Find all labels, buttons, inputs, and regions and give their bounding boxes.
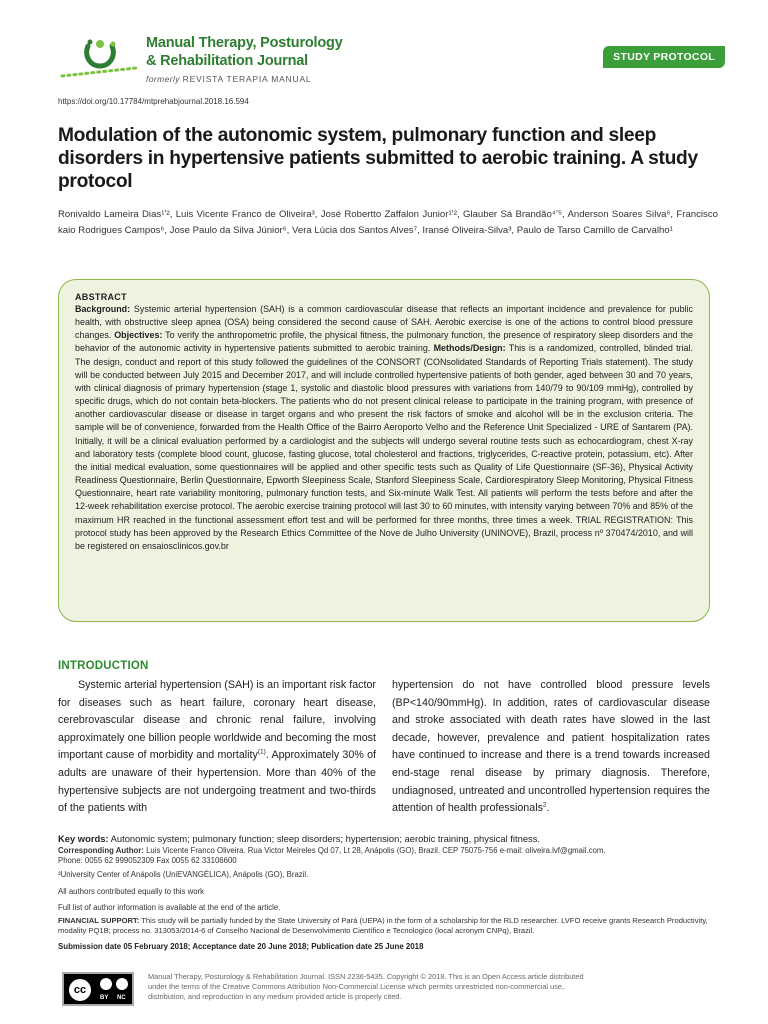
keywords — [58, 833, 718, 844]
abstract-methods: This is a randomized, controlled, blinded trial. The design, conduct and report of this study followed the guidelines of the CONSORT (CONsolidated Standards of Reporting Trials statement). The study will be conducted between July 2015 and December 2017, and will include controlled hypertensive patients of both gender, aged between 30 and 70 years, with clinical diagnosis of primary hypertension (stage 1, systolic and diastolic blood pressures with variations from 140/79 to 90/109 mmHg), controlled by specific drugs, which do not contain beta-blockers. The patients who do not present clinical release to participate in the training program, with presence of another cardiovascular disease or disease in target organs and who present the risk factors of smoke and alcohol will be in the exclusion criteria. The sample will be of convenience, forwarded from the Health Office of the Bairro Aeroporto Velho and the Reference Unit Specialized - URE of Santarem (PA). Initially, it will be a clinical evaluation performed by a cardiologist and the subjects will undergo several routine tests such as echocardiogram, chest X-ray and laboratory tests (complete blood count, glucose, fasting glucose, total cholesterol and fractions, triglycerides, C-reactive protein, potassium, etc). After the initial medical evaluation, some questionnaires will be applied and other specific tests such as Quality of Life Questionnaire (SF-36), Physical Activity Readiness Questionnaire, Berlin Questionnaire, Epworth Sleepiness Scale, Stanford Sleepiness Scale, Cardiorespiratory Sleep Monitoring, Physical Fitness Questionnaire, heart rate variability monitoring, pulmonary function tests, and Six-minute Walk Test. All patients will perform the tests before and after the 12-week rehabilitation exercise protocol. The aerobic exercise training protocol will last 30 to 60 minutes, with intensity varying between 70% and 85% of the maximum HR reached in the functional assessment effort test and will be performed for three months, three times a week. TRIAL REGISTRATION: This protocol study has been approved by the Research Ethics Committee of the Nove de Julho University (UNINOVE), Brazil, process nº 370474/2010, and will be registered on ensaiosclinicos.gov.br — [75, 343, 693, 551]
affiliation: ³University Center of Anápolis (UniEVANGÉLICA), Anápolis (GO), Brazil. — [58, 870, 309, 879]
abstract-background: Systemic arterial hypertension (SAH) is a common cardiovascular disease that reflects an important incidence and prevalence for public health, with obstructive sleep apnea (OSA) being considered the second cause of SAH. Aerobic exercise is one of the actions to control blood pressure changes. — [75, 304, 693, 341]
phone-fax: Phone: 0055 62 999052309 Fax 0055 62 33106600 — [58, 856, 237, 865]
study-protocol-badge: STUDY PROTOCOL — [603, 46, 725, 68]
attribution-icon — [100, 978, 112, 990]
intro-left-reference[interactable]: (1) — [257, 748, 266, 756]
formerly-name — [146, 74, 311, 84]
corresponding-author-label: Corresponding Author: — [58, 846, 144, 855]
intro-right-text-b: . — [546, 802, 550, 815]
cc-nc-label: NC — [117, 995, 126, 1001]
intro-right-reference[interactable]: 2 — [542, 801, 547, 809]
corresponding-author — [58, 846, 718, 866]
financial-support — [58, 916, 718, 937]
formerly-prefix: formerly — [146, 74, 180, 84]
introduction-right-column — [392, 677, 710, 818]
doi-link[interactable]: https://doi.org/10.17784/mtprehabjournal.2018.16.594 — [58, 97, 249, 106]
abstract-objectives: To verify the anthropometric profile, the physical fitness, the pulmonary function, the presence of respiratory sleep disorders and the behavior of the autonomic activity in hypertensive patients submitted to aerobic training. — [75, 330, 693, 354]
intro-right-text-a: hypertension do not have controlled blood pressure levels (BP<140/90mmHg). In addition, rates of cardiovascular disease and stroke associated with death rates have slowed in the last decade, however, prevalence and patient hospitalization rates have continued to increase and there is a trend towards increased end-stage renal disease by primary diagnosis. Therefore, undiagnosed, untreated and uncontrolled hypertension requires the attention of health professionals — [392, 679, 710, 815]
equal-contribution-note: All authors contributed equally to this work — [58, 887, 205, 896]
formerly-journal: REVISTA TERAPIA MANUAL — [182, 74, 312, 84]
cc-by-label: BY — [100, 995, 109, 1001]
keywords-label: Key words: — [58, 833, 109, 844]
license-text: Manual Therapy, Posturology & Rehabilitation Journal. ISSN 2236-5435. Copyright © 2018. This is an Open Access article distributed under the terms of the Creative Commons Attribution Non-Commercial License which permits unrestricted non-commercial use, distribution, and reproduction in any medium provided article is properly cited. — [148, 972, 584, 1001]
journal-name-line1: Manual Therapy, Posturology — [146, 35, 343, 51]
keywords-text: Autonomic system; pulmonary function; sleep disorders; hypertension; aerobic training, physical fitness. — [108, 833, 541, 844]
introduction-left-column — [58, 677, 376, 818]
cc-icon: cc — [67, 977, 93, 1003]
abstract-methods-label: Methods/Design: — [433, 343, 506, 354]
non-commercial-icon — [116, 978, 128, 990]
author-list: Ronivaldo Lameira Dias¹ʼ², Luis Vicente Franco de Oliveira³, José Robertto Zaffalon Junior¹ʼ², Glauber Sá Brandão⁴ʼ⁵, Anderson Soares Silva⁶, Francisco kaio Rodrigues Campos⁶, Jose Paulo da Silva Júnior⁶, Vera Lúcia dos Santos Alves⁷, Iransé Oliveira-Silva³, Paulo de Tarso Camillo de Carvalho¹ — [58, 209, 718, 236]
introduction-heading: INTRODUCTION — [58, 660, 149, 672]
journal-name — [146, 34, 343, 70]
corresponding-author-text: Luis Vicente Franco Oliveira. Rua Victor Meireles Qd 07, Lt 28, Anápolis (GO), Brazil. CEP 75075-756 e-mail: oliveira.lvf@gmail.com. — [143, 846, 606, 855]
abstract-box — [58, 279, 710, 622]
publication-dates: Submission date 05 February 2018; Acceptance date 20 June 2018; Publication date 25 June 2018 — [58, 942, 424, 951]
journal-header — [58, 30, 718, 84]
financial-support-label: FINANCIAL SUPPORT: — [58, 916, 140, 925]
journal-name-line2: & Rehabilitation Journal — [146, 53, 308, 69]
abstract-text — [75, 303, 693, 553]
journal-logo-icon — [58, 36, 140, 80]
abstract-heading: ABSTRACT — [75, 292, 127, 302]
author-info-note: Full list of author information is available at the end of the article. — [58, 903, 281, 912]
abstract-background-label: Background: — [75, 304, 131, 314]
intro-left-text-b: . Approximately 30% of adults are unaware of their hypertension. More than 40% of the hypertensive subjects are not undergoing treatment and two-thirds of the patients with — [58, 749, 376, 815]
article-title: Modulation of the autonomic system, pulmonary function and sleep disorders in hypertensive patients submitted to aerobic training. A study protocol — [58, 125, 698, 192]
financial-support-text: This study will be partially funded by the State University of Pará (UEPA) in the form of a scholarship for the RLD researcher. LVFO receive grants Research Productivity, modality PQ1B; process no. 313053/2014-6 of Conselho Nacional de Desenvolvimento Científico e Tecnologico (local acronym CNPq), Brazil. — [58, 916, 708, 936]
creative-commons-badge[interactable] — [62, 972, 134, 1006]
intro-left-text-a: Systemic arterial hypertension (SAH) is an important risk factor for diseases such as heart failure, coronary heart disease, cerebrovascular disease and chronic renal failure, involving approximately one billion people worldwide and becoming the most important cause of morbidity and mortality — [58, 679, 376, 762]
abstract-objectives-label: Objectives: — [114, 330, 163, 341]
